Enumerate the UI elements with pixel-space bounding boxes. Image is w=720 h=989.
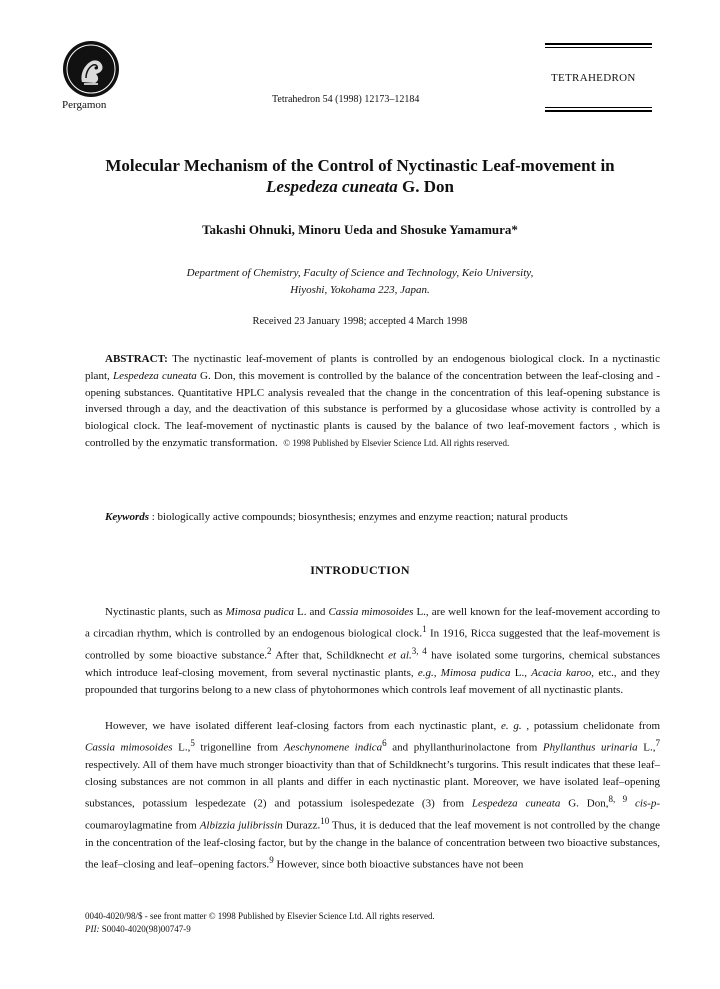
reference-superscript: 8, 9 xyxy=(608,794,628,805)
chemical-prefix: cis-p xyxy=(634,798,657,811)
elsevier-tree-logo-icon xyxy=(62,40,120,98)
reference-superscript: 6 xyxy=(382,738,387,749)
species-name: e.g., Mimosa pudica xyxy=(417,666,511,679)
text-run: L., xyxy=(510,666,532,679)
title-species: Lespedeza cuneata xyxy=(266,177,398,196)
top-rule-thin xyxy=(545,47,652,48)
footer-copyright: 0040-4020/98/$ - see front matter © 1998 Published by Elsevier Science Ltd. All rights reserved. xyxy=(85,911,435,921)
text-run: L., xyxy=(172,741,191,754)
keywords-label: Keywords xyxy=(105,511,149,523)
reference-superscript: 1 xyxy=(422,624,427,635)
abstract-copyright: © 1998 Published by Elsevier Science Ltd. All rights reserved. xyxy=(283,437,510,448)
species-name: Lespedeza cuneata xyxy=(471,798,561,811)
affiliation-line-2: Hiyoshi, Yokohama 223, Japan. xyxy=(290,284,430,296)
pii-label: PII: xyxy=(85,924,100,934)
text-run: , etc., and they propounded that turgorins belong to a new class of phytohormones which controls leaf movement of all nyctinastic plants. xyxy=(85,666,660,697)
text-run: However, since both bioactive substances have not been xyxy=(273,859,524,872)
footer xyxy=(85,910,435,936)
keywords-text: : biologically active compounds; biosynthesis; enzymes and enzyme reaction; natural products xyxy=(149,511,568,523)
species-name: Cassia mimosoides xyxy=(85,741,173,754)
journal-citation: Tetrahedron 54 (1998) 12173–12184 xyxy=(272,94,420,105)
title-line-1: Molecular Mechanism of the Control of Nyctinastic Leaf-movement in xyxy=(105,156,615,175)
article-title xyxy=(40,155,680,197)
affiliation-line-1: Department of Chemistry, Faculty of Science and Technology, Keio University, xyxy=(186,267,534,279)
text-run: In 1916, Ricca suggested that the leaf-movement is controlled by some bioactive substance. xyxy=(85,627,661,662)
text-run: , potassium chelidonate from xyxy=(521,720,660,732)
species-name: Phyllanthus urinaria xyxy=(542,741,638,754)
text-run: and phyllanthurinolactone from xyxy=(386,741,543,754)
text-run: G. Don, xyxy=(560,798,609,811)
affiliation xyxy=(40,265,680,299)
reference-superscript: 3, 4 xyxy=(411,646,427,657)
footer-pii xyxy=(85,923,435,936)
title-authority: G. Don xyxy=(397,177,454,196)
text-run: L., xyxy=(637,741,656,754)
text-run: Nyctinastic plants, such as xyxy=(105,606,226,618)
reference-superscript: 9 xyxy=(269,855,274,866)
keywords xyxy=(105,511,665,523)
text-run: After that, Schildknecht xyxy=(271,649,389,662)
eg: e. g. xyxy=(500,720,522,732)
abstract xyxy=(85,351,660,452)
journal-brand: TETRAHEDRON xyxy=(551,72,636,84)
species-name: Mimosa pudica xyxy=(225,606,295,618)
bottom-rule-thin xyxy=(545,107,652,108)
received-dates: Received 23 January 1998; accepted 4 March 1998 xyxy=(252,316,468,327)
abstract-label: ABSTRACT: xyxy=(105,353,168,365)
authors: Takashi Ohnuki, Minoru Ueda and Shosuke Yamamura* xyxy=(202,222,518,237)
text-run: respectively. All of them have much stronger bioactivity than that of Schildknecht’s turgorins. This result indicates that these leaf–closing substances are not common in all plants and differ in each nyctinastic plant. Moreover, we have isolated leaf–opening substances, potassium lespedezate (2) and potassium isolespedezate (3) from xyxy=(85,759,660,811)
text-run: However, we have isolated different leaf-closing factors from each nyctinastic plant, xyxy=(105,720,501,732)
top-rule xyxy=(545,43,652,45)
title-line-2 xyxy=(40,176,680,197)
text-run: Durazz. xyxy=(282,819,321,832)
et-al: et al. xyxy=(388,649,412,662)
publisher-name: Pergamon xyxy=(62,99,107,111)
text-run: L., are well known for the leaf-movement according to a circadian rhythm, which is controlled by an endogenous biological clock. xyxy=(85,606,660,640)
text-run: have isolated some turgorins, chemical substances which introduce leaf-closing movement, from several nyctinastic plants, xyxy=(85,649,661,679)
species-name: Albizzia julibrissin xyxy=(199,819,283,832)
reference-superscript: 5 xyxy=(190,738,195,749)
section-heading: INTRODUCTION xyxy=(310,563,410,577)
text-run: Thus, it is deduced that the leaf movement is not controlled by the change in the concentration of the leaf-closing factor, but by the change in the balance of concentration between two bioactive substances, the leaf–closing and leaf–opening factors. xyxy=(85,819,660,872)
reference-superscript: 10 xyxy=(320,816,330,827)
bottom-rule xyxy=(545,110,652,112)
text-run: L. and xyxy=(294,606,329,618)
pii-value: S0040-4020(98)00747-9 xyxy=(99,924,191,934)
reference-superscript: 7 xyxy=(655,738,661,749)
text-run: -coumaroylagmatine from xyxy=(85,798,661,832)
abstract-text-1: The nyctinastic leaf-movement of plants is controlled by an endogenous biological clock. In a nyctinastic plant, xyxy=(85,353,660,382)
text-run xyxy=(627,798,635,810)
intro-paragraph-1 xyxy=(85,604,660,699)
species-name: Cassia mimosoides xyxy=(328,606,414,618)
intro-paragraph-2 xyxy=(85,718,660,874)
species-name: Aeschynomene indica xyxy=(283,741,383,754)
abstract-text-2: G. Don, this movement is controlled by the balance of the concentration between the leaf-closing and -opening substances. Quantitative HPLC analysis revealed that the change in the concentration of this leaf-opening substance is inversed through a day, and the deactivation of this substance is performed by a glucosidase whose activity is controlled by a biological clock. The leaf-movement of nyctinastic plants is caused by the balance of two leaf-movement factors , which is controlled by the enzymatic transformation. xyxy=(85,369,660,449)
abstract-species: Lespedeza cuneata xyxy=(112,369,197,382)
species-name: Acacia karoo xyxy=(531,666,592,679)
reference-superscript: 2 xyxy=(266,646,272,657)
text-run: trigonelline from xyxy=(194,741,284,754)
